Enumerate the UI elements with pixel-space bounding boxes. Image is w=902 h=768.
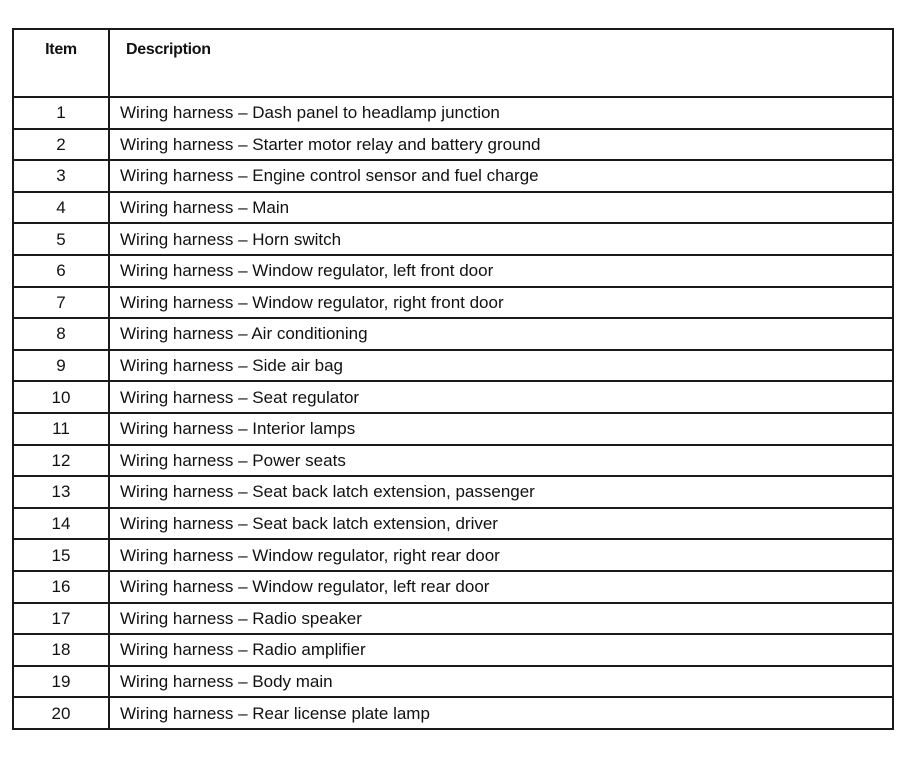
item-number: 2 — [13, 129, 109, 161]
description-column-header: Description — [109, 29, 893, 97]
item-number: 4 — [13, 192, 109, 224]
table-row — [13, 381, 893, 413]
item-description: Wiring harness – Seat back latch extension, driver — [109, 508, 893, 540]
item-description: Wiring harness – Seat back latch extension, passenger — [109, 476, 893, 508]
table-body — [13, 97, 893, 729]
item-description: Wiring harness – Horn switch — [109, 223, 893, 255]
wiring-harness-table — [12, 28, 894, 730]
item-number: 6 — [13, 255, 109, 287]
table-row — [13, 129, 893, 161]
table-row — [13, 350, 893, 382]
item-description: Wiring harness – Window regulator, left front door — [109, 255, 893, 287]
item-description: Wiring harness – Seat regulator — [109, 381, 893, 413]
item-number: 16 — [13, 571, 109, 603]
table-row — [13, 287, 893, 319]
item-number: 8 — [13, 318, 109, 350]
item-description: Wiring harness – Starter motor relay and battery ground — [109, 129, 893, 161]
item-description: Wiring harness – Body main — [109, 666, 893, 698]
item-number: 15 — [13, 539, 109, 571]
item-number: 10 — [13, 381, 109, 413]
table-row — [13, 97, 893, 129]
item-description: Wiring harness – Window regulator, right rear door — [109, 539, 893, 571]
item-number: 5 — [13, 223, 109, 255]
item-number: 17 — [13, 603, 109, 635]
item-number: 19 — [13, 666, 109, 698]
table-row — [13, 603, 893, 635]
item-description: Wiring harness – Radio speaker — [109, 603, 893, 635]
item-number: 7 — [13, 287, 109, 319]
item-column-header: Item — [13, 29, 109, 97]
table-row — [13, 571, 893, 603]
table-row — [13, 160, 893, 192]
item-description: Wiring harness – Rear license plate lamp — [109, 697, 893, 729]
item-number: 3 — [13, 160, 109, 192]
item-description: Wiring harness – Main — [109, 192, 893, 224]
item-description: Wiring harness – Air conditioning — [109, 318, 893, 350]
item-number: 18 — [13, 634, 109, 666]
item-number: 12 — [13, 445, 109, 477]
table-row — [13, 192, 893, 224]
item-description: Wiring harness – Interior lamps — [109, 413, 893, 445]
item-number: 11 — [13, 413, 109, 445]
table-row — [13, 255, 893, 287]
item-description: Wiring harness – Radio amplifier — [109, 634, 893, 666]
item-number: 14 — [13, 508, 109, 540]
item-description: Wiring harness – Power seats — [109, 445, 893, 477]
table-row — [13, 318, 893, 350]
item-number: 9 — [13, 350, 109, 382]
table-row — [13, 634, 893, 666]
item-description: Wiring harness – Window regulator, right front door — [109, 287, 893, 319]
table-row — [13, 476, 893, 508]
table-row — [13, 508, 893, 540]
item-description: Wiring harness – Side air bag — [109, 350, 893, 382]
parts-table-container — [12, 28, 892, 753]
table-row — [13, 413, 893, 445]
table-row — [13, 223, 893, 255]
table-header-row — [13, 29, 893, 97]
item-number: 1 — [13, 97, 109, 129]
item-description: Wiring harness – Engine control sensor and fuel charge — [109, 160, 893, 192]
item-description: Wiring harness – Window regulator, left rear door — [109, 571, 893, 603]
table-row — [13, 666, 893, 698]
item-number: 13 — [13, 476, 109, 508]
item-description: Wiring harness – Dash panel to headlamp junction — [109, 97, 893, 129]
item-number: 20 — [13, 697, 109, 729]
table-row — [13, 445, 893, 477]
table-row — [13, 697, 893, 729]
table-row — [13, 539, 893, 571]
